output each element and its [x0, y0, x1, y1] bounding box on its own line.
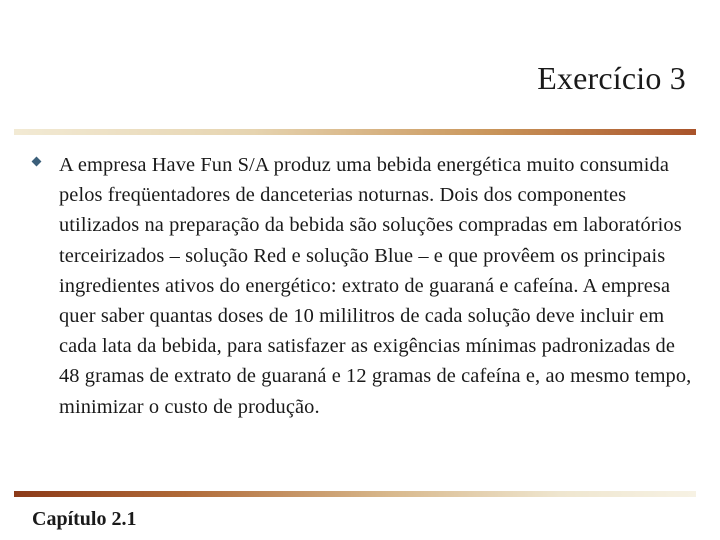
exercise-text: A empresa Have Fun S/A produz uma bebida energética muito consumida pelos freqüentadores de danceterias noturnas. Dois dos componentes utilizados na preparação da bebida são soluções compradas em laboratórios terceirizados – solução Red e solução Blue – e que provêem os principais ingredientes ativos do energético: extrato de guaraná e cafeína. A empresa quer saber quantas doses de 10 mililitros de cada solução deve incluir em cada lata da bebida, para satisfazer as exigências mínimas padronizadas de 48 gramas de extrato de guaraná e 12 gramas de cafeína e, ao mesmo tempo, minimizar o custo de produção. — [59, 154, 692, 418]
diamond-bullet-icon — [32, 157, 42, 167]
footer-divider — [14, 491, 696, 497]
chapter-label: Capítulo 2.1 — [32, 508, 137, 530]
title-divider — [14, 129, 696, 135]
bullet-item — [32, 150, 692, 422]
slide-title: Exercício 3 — [537, 60, 686, 96]
